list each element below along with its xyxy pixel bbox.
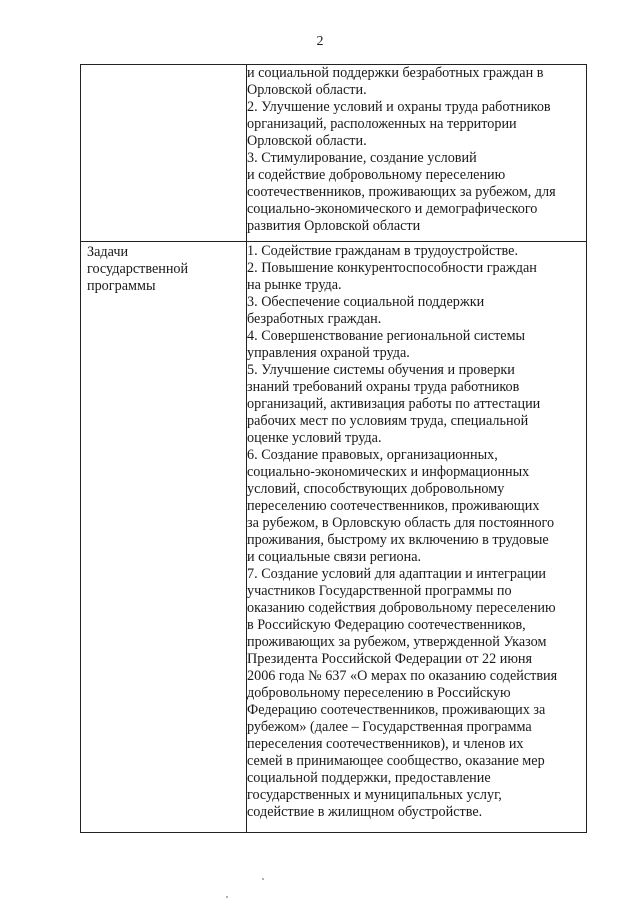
- text-line: добровольному переселению в Российскую: [247, 685, 511, 701]
- row-label-cell: [81, 242, 247, 833]
- text-line: 6. Создание правовых, организационных,: [247, 447, 498, 463]
- row-label: [81, 65, 246, 67]
- scan-speck: [226, 896, 228, 898]
- text-line: и социальной поддержки безработных граждан в: [247, 65, 544, 81]
- text-line: Федерацию соотечественников, проживающих за: [247, 702, 546, 718]
- text-line: организаций, расположенных на территории: [247, 116, 517, 132]
- text-line: условий, способствующих добровольному: [247, 481, 505, 497]
- text-line: проживающих за рубежом, утвержденной Указом: [247, 634, 547, 650]
- text-line: на рынке труда.: [247, 277, 342, 293]
- table-row: [81, 242, 587, 833]
- text-line: Орловской области.: [247, 82, 367, 98]
- row-label-cell: [81, 65, 247, 242]
- text-line: Президента Российской Федерации от 22 июня: [247, 651, 533, 667]
- text-line: рабочих мест по условиям труда, специальной: [247, 413, 529, 429]
- text-line: в Российскую Федерацию соотечественников,: [247, 617, 526, 633]
- table-row: [81, 65, 587, 242]
- row-content-cell: [247, 65, 587, 242]
- text-line: безработных граждан.: [247, 311, 382, 327]
- text-line: 2. Улучшение условий и охраны труда работников: [247, 99, 551, 115]
- text-line: знаний требований охраны труда работников: [247, 379, 520, 395]
- text-line: рубежом» (далее – Государственная программа: [247, 719, 532, 735]
- row-label: Задачи государственной программы: [87, 244, 189, 294]
- text-line: и содействие добровольному переселению: [247, 167, 506, 183]
- row-content-cell: [247, 242, 587, 833]
- text-line: управления охраной труда.: [247, 345, 410, 361]
- text-line: соотечественников, проживающих за рубежом, для: [247, 184, 556, 200]
- text-line: участников Государственной программы по: [247, 583, 512, 599]
- text-line: государственных и муниципальных услуг,: [247, 787, 502, 803]
- text-line: 1. Содействие гражданам в трудоустройстве.: [247, 243, 519, 259]
- text-line: содействие в жилищном обустройстве.: [247, 804, 483, 820]
- text-line: социальной поддержки, предоставление: [247, 770, 491, 786]
- page-number: 2: [316, 34, 324, 49]
- text-line: 5. Улучшение системы обучения и проверки: [247, 362, 515, 378]
- text-line: семей в принимающее сообщество, оказание мер: [247, 753, 545, 769]
- text-line: переселения соотечественников), и членов их: [247, 736, 524, 752]
- text-line: оценке условий труда.: [247, 430, 382, 446]
- text-line: 3. Обеспечение социальной поддержки: [247, 294, 485, 310]
- text-line: 4. Совершенствование региональной системы: [247, 328, 526, 344]
- text-line: социально-экономического и демографического: [247, 201, 538, 217]
- text-line: проживания, быстрому их включению в трудовые: [247, 532, 549, 548]
- text-line: социально-экономических и информационных: [247, 464, 530, 480]
- text-line: 7. Создание условий для адаптации и интеграции: [247, 566, 547, 582]
- text-line: 2006 года № 637 «О мерах по оказанию содействия: [247, 668, 558, 684]
- scan-speck: [262, 878, 264, 880]
- text-line: за рубежом, в Орловскую область для постоянного: [247, 515, 555, 531]
- text-line: оказанию содействия добровольному переселению: [247, 600, 556, 616]
- text-line: 2. Повышение конкурентоспособности граждан: [247, 260, 537, 276]
- program-passport-table: [80, 64, 587, 833]
- text-line: Орловской области.: [247, 133, 367, 149]
- text-line: 3. Стимулирование, создание условий: [247, 150, 477, 166]
- text-line: и социальные связи региона.: [247, 549, 422, 565]
- text-line: развития Орловской области: [247, 218, 421, 234]
- text-line: организаций, активизация работы по аттестации: [247, 396, 541, 412]
- text-line: переселению соотечественников, проживающих: [247, 498, 540, 514]
